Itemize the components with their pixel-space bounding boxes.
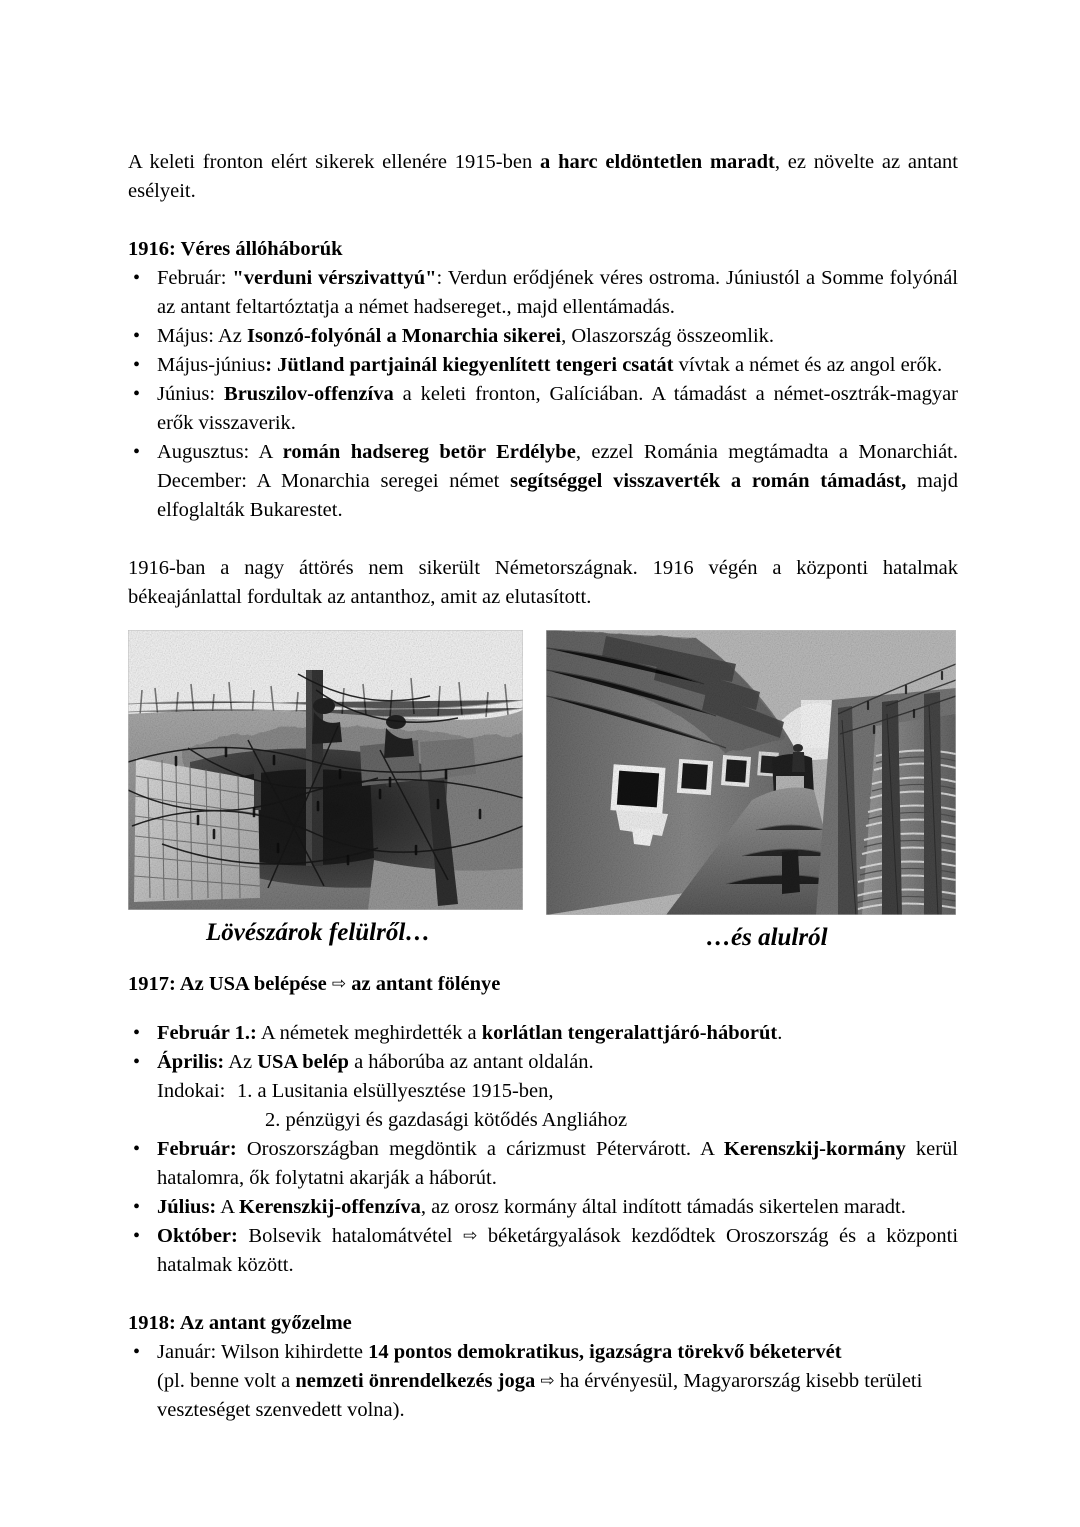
bullet-mid: A németek meghirdették a bbox=[256, 1022, 482, 1044]
intro-text-1: A keleti fronton elért sikerek ellenére 1915-ben bbox=[128, 151, 541, 173]
indokai-item-2: 2. pénzügyi és gazdasági kötődés Angliához bbox=[265, 1109, 628, 1131]
bullet-rest: majd elfoglalták Bukarestet. bbox=[157, 470, 958, 521]
list-item bbox=[128, 1193, 958, 1222]
bullet-bold-lead: Április: bbox=[157, 1051, 225, 1073]
bullet-bold-2: nemzeti önrendelkezés joga bbox=[295, 1370, 536, 1392]
list-item bbox=[128, 264, 958, 322]
intro-text-2: , ez növelte az antant esélyeit. bbox=[128, 151, 958, 202]
bullet-lead: Február: bbox=[157, 267, 233, 289]
bullet-rest: : Verdun erődjének véres ostroma. Júniustól a Somme folyónál az antant feltartóztatja a német hadsereget., majd ellentámadás. bbox=[157, 267, 958, 318]
bullet-bold: román hadsereg betör Erdélybe bbox=[282, 441, 576, 463]
bullet-rest: a háborúba az antant oldalán. bbox=[348, 1051, 594, 1073]
right-arrow-icon: ⇨ bbox=[540, 1371, 555, 1391]
bullet-lead: Június: bbox=[157, 383, 225, 405]
spacer bbox=[128, 525, 958, 554]
bullet-bold-2: korlátlan tengeralattjáró-háborút bbox=[481, 1022, 778, 1044]
bullet-bold-2: USA belép bbox=[257, 1051, 349, 1073]
bullet-rest: a keleti fronton, Galíciában. A támadást a német-osztrák-magyar erők visszaverik. bbox=[157, 383, 958, 434]
bullet-bold-lead: Október: bbox=[157, 1225, 238, 1247]
heading-1917-part2: az antant fölénye bbox=[346, 973, 501, 995]
list-item bbox=[128, 1019, 958, 1048]
heading-1917 bbox=[128, 970, 958, 999]
right-arrow-icon: ⇨ bbox=[463, 1226, 478, 1246]
list-item bbox=[128, 322, 958, 351]
bullet-rest: béketárgyalások kezdődtek Oroszország és a központi hatalmak között. bbox=[157, 1225, 959, 1276]
list-item bbox=[128, 351, 958, 380]
photo-trench-from-above bbox=[128, 630, 523, 910]
bullet-rest: vívtak a német és az angol erők. bbox=[673, 354, 943, 376]
document-body bbox=[128, 148, 958, 1425]
bullet-line2-part1: (pl. benne volt a bbox=[157, 1370, 296, 1392]
bullet-lead: Augusztus: A bbox=[157, 441, 283, 463]
spacer bbox=[128, 1280, 958, 1309]
intro-paragraph bbox=[128, 148, 958, 206]
list-item bbox=[128, 380, 958, 438]
bullet-lead: Május: Az bbox=[157, 325, 247, 347]
bullet-lead: Május-június bbox=[157, 354, 266, 376]
bullet-bold: : Jütland partjainál kiegyenlített tengeri csatát bbox=[265, 354, 674, 376]
closing-paragraph-1916: 1916-ban a nagy áttörés nem sikerült Németországnak. 1916 végén a központi hatalmak békeajánlattal fordultak az antanthoz, amit az elutasított. bbox=[128, 557, 958, 608]
figure-caption-trench-from-above: Lövészárok felülről… bbox=[206, 919, 431, 946]
figure-caption-trench-from-below: …és alulról bbox=[706, 924, 828, 951]
indokai-item-1: 1. a Lusitania elsüllyesztése 1915-ben, bbox=[237, 1080, 554, 1102]
indokai-label: Indokai: bbox=[157, 1080, 226, 1102]
intro-bold: a harc eldöntetlen maradt bbox=[540, 151, 775, 173]
list-item bbox=[128, 438, 958, 525]
bullet-bold-lead: Július: bbox=[157, 1196, 217, 1218]
bullet-mid: A bbox=[216, 1196, 240, 1218]
bullet-bold: "verduni vérszivattyú" bbox=[232, 267, 437, 289]
right-arrow-icon: ⇨ bbox=[331, 974, 347, 994]
bullet-line2-part2: ha érvényesül, Magyarország kisebb területi veszteséget szenvedett volna). bbox=[157, 1370, 923, 1421]
figure-row bbox=[128, 630, 958, 970]
bullet-list-1917-cont bbox=[128, 1135, 958, 1280]
list-item bbox=[128, 1338, 958, 1425]
bullet-mid: Az bbox=[224, 1051, 258, 1073]
bullet-bold-2: Kerenszkij-offenzíva bbox=[239, 1196, 421, 1218]
heading-1916: 1916: Véres állóháborúk bbox=[128, 238, 343, 260]
heading-1918: 1918: Az antant győzelme bbox=[128, 1312, 352, 1334]
bullet-bold-2: Kerenszkij-kormány bbox=[723, 1138, 906, 1160]
bullet-mid: Oroszországban megdöntik a cárizmust Pétervárott. A bbox=[236, 1138, 724, 1160]
bullet-list-1917 bbox=[128, 1019, 958, 1077]
bullet-bold-lead: Február 1.: bbox=[157, 1022, 257, 1044]
figure-trench-from-above bbox=[128, 630, 523, 946]
bullet-mid: , ezzel Románia megtámadta a Monarchiát. December: A Monarchia seregei német bbox=[157, 441, 959, 492]
bullet-mid: Bolsevik hatalomátvétel bbox=[237, 1225, 464, 1247]
bullet-bold: Isonzó-folyónál a Monarchia sikerei bbox=[246, 325, 562, 347]
bullet-bold-2: segítséggel visszaverték a román támadást, bbox=[510, 470, 907, 492]
list-item bbox=[128, 1048, 958, 1077]
bullet-bold-lead: Február: bbox=[157, 1138, 237, 1160]
figure-trench-from-below bbox=[546, 630, 956, 951]
heading-1917-part1: 1917: Az USA belépése bbox=[128, 973, 332, 995]
bullet-lead: Január: Wilson kihirdette bbox=[157, 1341, 369, 1363]
bullet-rest: kerül hatalomra, ők folytatni akarják a háborút. bbox=[157, 1138, 959, 1189]
list-item bbox=[128, 1135, 958, 1193]
indokai-block bbox=[128, 1077, 958, 1135]
list-item bbox=[128, 1222, 958, 1280]
bullet-rest: , az orosz kormány által indított támadás sikertelen maradt. bbox=[420, 1196, 906, 1218]
bullet-list-1916 bbox=[128, 264, 958, 525]
bullet-list-1918 bbox=[128, 1338, 958, 1425]
photo-trench-from-below bbox=[546, 630, 956, 915]
spacer bbox=[128, 206, 958, 235]
bullet-rest: . bbox=[777, 1022, 783, 1044]
spacer bbox=[128, 999, 958, 1019]
bullet-bold: 14 pontos demokratikus, igazságra törekvő béketervét bbox=[368, 1341, 842, 1363]
bullet-rest: , Olaszország összeomlik. bbox=[561, 325, 775, 347]
bullet-bold: Bruszilov-offenzíva bbox=[224, 383, 394, 405]
